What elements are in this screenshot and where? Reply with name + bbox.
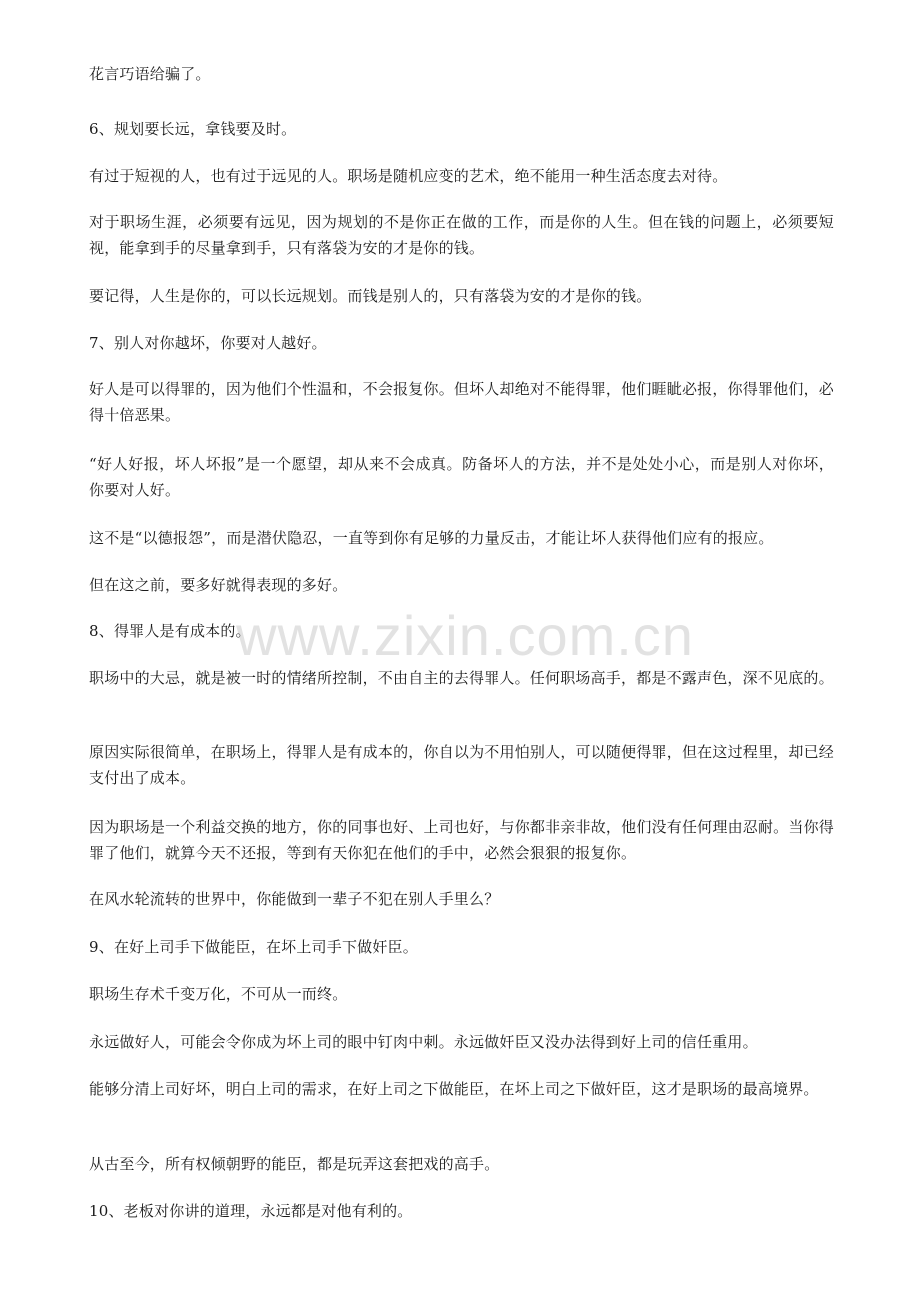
paragraph: “好人好报，坏人坏报”是一个愿望，却从来不会成真。防备坏人的方法，并不是处处小心，而是别人对你坏，你要对人好。 — [89, 455, 834, 499]
section-heading: 8、得罪人是有成本的。 — [89, 622, 251, 640]
paragraph: 这不是“以德报怨”，而是潜伏隐忍，一直等到你有足够的力量反击，才能让坏人获得他们应有的报应。 — [89, 529, 774, 547]
paragraph: 但在这之前，要多好就得表现的多好。 — [89, 576, 348, 594]
paragraph: 花言巧语给骗了。 — [89, 65, 211, 83]
paragraph: 好人是可以得罪的，因为他们个性温和，不会报复你。但坏人却绝对不能得罪，他们睚眦必报，你得罪他们，必得十倍恶果。 — [89, 380, 834, 424]
paragraph: 从古至今，所有权倾朝野的能臣，都是玩弄这套把戏的高手。 — [89, 1155, 500, 1173]
paragraph: 有过于短视的人，也有过于远见的人。职场是随机应变的艺术，绝不能用一种生活态度去对待。 — [89, 167, 728, 185]
watermark: www.zixin.com.cn — [236, 604, 694, 667]
paragraph: 原因实际很简单，在职场上，得罪人是有成本的，你自以为不用怕别人，可以随便得罪，但在这过程里，却已经支付出了成本。 — [89, 743, 834, 787]
section-heading: 6、规划要长远，拿钱要及时。 — [89, 120, 297, 138]
paragraph: 对于职场生涯，必须要有远见，因为规划的不是你正在做的工作，而是你的人生。但在钱的问题上，必须要短视，能拿到手的尽量拿到手，只有落袋为安的才是你的钱。 — [89, 213, 834, 257]
paragraph: 要记得，人生是你的，可以长远规划。而钱是别人的，只有落袋为安的才是你的钱。 — [89, 287, 652, 305]
paragraph: 能够分清上司好坏，明白上司的需求，在好上司之下做能臣，在坏上司之下做奸臣，这才是职场的最高境界。 — [89, 1080, 819, 1098]
section-heading: 9、在好上司手下做能臣，在坏上司手下做奸臣。 — [89, 938, 418, 956]
section-heading: 7、别人对你越坏，你要对人越好。 — [89, 334, 327, 352]
paragraph: 在风水轮流转的世界中，你能做到一辈子不犯在别人手里么？ — [89, 890, 500, 908]
paragraph: 职场中的大忌，就是被一时的情绪所控制，不由自主的去得罪人。任何职场高手，都是不露声色，深不见底的。 — [89, 669, 834, 687]
paragraph: 职场生存术千变万化，不可从一而终。 — [89, 985, 348, 1003]
section-heading: 10、老板对你讲的道理，永远都是对他有利的。 — [89, 1202, 413, 1220]
paragraph: 永远做好人，可能会令你成为坏上司的眼中钉肉中刺。永远做奸臣又没办法得到好上司的信任重用。 — [89, 1033, 758, 1051]
paragraph: 因为职场是一个利益交换的地方，你的同事也好、上司也好，与你都非亲非故，他们没有任何理由忍耐。当你得罪了他们，就算今天不还报，等到有天你犯在他们的手中，必然会狠狠的报复你。 — [89, 818, 834, 862]
